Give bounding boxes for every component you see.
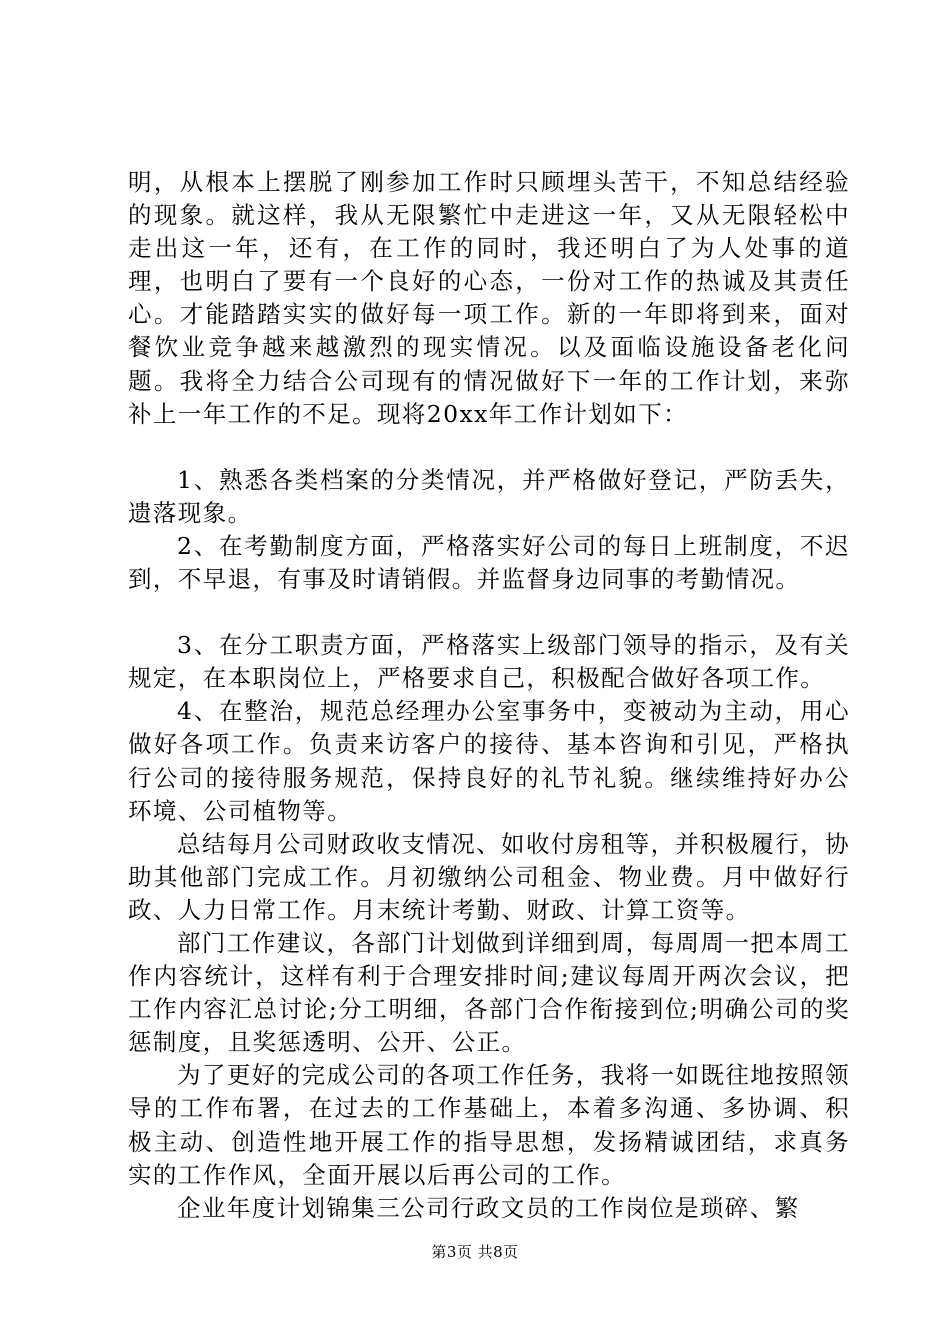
- paragraph-closing: 为了更好的完成公司的各项工作任务，我将一如既往地按照领导的工作布署，在过去的工作基础上，本着多沟通、多协调、积极主动、创造性地开展工作的指导思想，发扬精诚团结，求真务实的工作作风，全面开展以后再公司的工作。: [128, 1061, 850, 1189]
- paragraph-item-2: 2、在考勤制度方面，严格落实好公司的每日上班制度，不迟到，不早退，有事及时请销假。并监督身边同事的考勤情况。: [128, 531, 850, 594]
- page-indicator: 第3页 共8页: [431, 1243, 519, 1261]
- paragraph-finance-summary: 总结每月公司财政收支情况、如收付房租等，并积极履行，协助其他部门完成工作。月初缴纳公司租金、物业费。月中做好行政、人力日常工作。月末统计考勤、财政、计算工资等。: [128, 829, 850, 924]
- paragraph-item-3: 3、在分工职责方面，严格落实上级部门领导的指示，及有关规定，在本职岗位上，严格要求自己，积极配合做好各项工作。: [128, 631, 850, 693]
- paragraph-next-section: 企业年度计划锦集三公司行政文员的工作岗位是琐碎、繁: [177, 1193, 800, 1222]
- paragraph-department-suggestions: 部门工作建议，各部门计划做到详细到周，每周周一把本周工作内容统计，这样有利于合理安排时间;建议每周开两次会议，把工作内容汇总讨论;分工明细，各部门合作衔接到位;明确公司的奖惩制度，且奖惩透明、公开、公正。: [128, 928, 850, 1057]
- paragraph-item-4: 4、在整治，规范总经理办公室事务中，变被动为主动，用心做好各项工作。负责来访客户的接待、基本咨询和引见，严格执行公司的接待服务规范，保持良好的礼节礼貌。继续维持好办公环境、公司植物等。: [128, 697, 850, 825]
- document-body: [128, 166, 850, 1225]
- page-footer: [0, 1242, 950, 1262]
- paragraph-gap: [128, 596, 850, 629]
- paragraph-gap: [128, 431, 850, 464]
- paragraph-item-1: 1、熟悉各类档案的分类情况，并严格做好登记，严防丢失，遗落现象。: [128, 465, 850, 527]
- paragraph-intro: 明，从根本上摆脱了刚参加工作时只顾埋头苦干，不知总结经验的现象。就这样，我从无限繁忙中走进这一年，又从无限轻松中走出这一年，还有，在工作的同时，我还明白了为人处事的道理，也明白了要有一个良好的心态，一份对工作的热诚及其责任心。才能踏踏实实的做好每一项工作。新的一年即将到来，面对餐饮业竞争越来越激烈的现实情况。以及面临设施设备老化问题。我将全力结合公司现有的情况做好下一年的工作计划，来弥补上一年工作的不足。现将20xx年工作计划如下：: [128, 168, 850, 428]
